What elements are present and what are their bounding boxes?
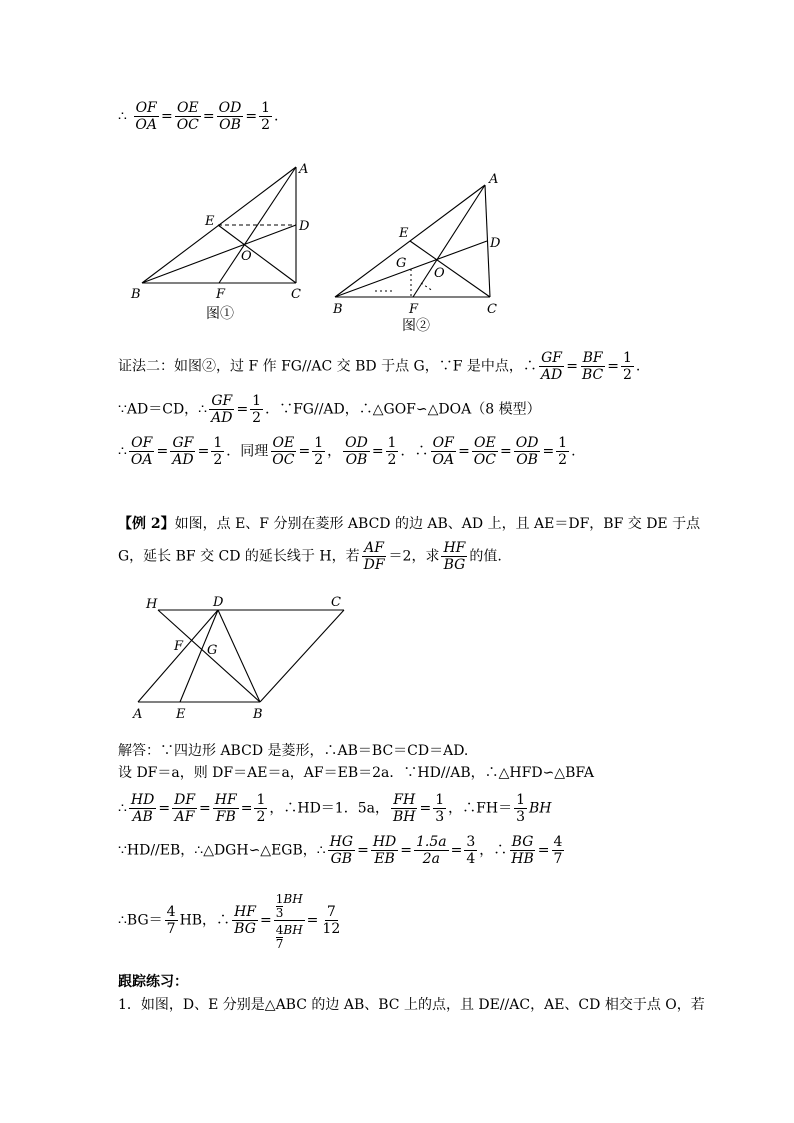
segment-bd [142, 225, 296, 283]
label-b: B [253, 707, 263, 722]
diagonal-db [218, 610, 260, 702]
fraction: $\frac{1}{2}$ [387, 435, 397, 468]
solution-line-3: ∴ $\frac{HD}{AB}$ = $\frac{DF}{AF}$ = $\frac{HF}{FB}$ = $\frac{1}{2}$ ，∴HD＝1．5a， $\frac{FH}{BH}$ = $\frac{1}{3}$ ，∴FH＝ $\frac{1}{3}$ BH [118, 792, 552, 825]
label-h: H [146, 597, 158, 612]
fraction: $\frac{BF}{BC}$ [581, 350, 604, 383]
fraction: $\frac{OE}{OC}$ [176, 100, 199, 133]
fraction: $\frac{AF}{DF}$ [363, 540, 385, 573]
label-d: D [490, 236, 501, 251]
label-o: O [434, 266, 445, 281]
practice-question-1: 1．如图，D、E 分别是△ABC 的边 AB、BC 上的点，且 DE//AC，AE、CD 相交于点 O，若 [118, 997, 705, 1013]
fraction: $\frac{OF}{OA}$ [130, 435, 153, 468]
fraction: $\frac{HD}{AB}$ [130, 792, 155, 825]
figure-2-caption: 图② [402, 318, 430, 334]
segment-ce [410, 241, 490, 297]
label-b: B [131, 287, 141, 302]
fraction: $\frac{1}{2}$ [622, 350, 632, 383]
fraction: $\frac{4}{7}$ [166, 904, 176, 937]
fraction: $\frac{OF}{OA}$ [432, 435, 455, 468]
label-g: G [207, 643, 218, 658]
fraction: $\frac{1}{3}$ [435, 792, 445, 825]
label-e: E [205, 214, 215, 229]
label-f: F [174, 639, 184, 654]
label-a: A [299, 162, 309, 177]
segment-ce [218, 225, 296, 283]
fraction: $\frac{GF}{AD}$ [211, 393, 233, 426]
fraction: $\frac{1}{2}$ [256, 792, 266, 825]
fraction: $\frac{1}{2}$ [252, 393, 262, 426]
fraction: $\frac{BG}{HB}$ [511, 834, 534, 867]
fraction: $\frac{HG}{GB}$ [329, 834, 354, 867]
fraction: $\frac{1.5a}{2a}$ [415, 834, 447, 867]
compound-fraction: $\frac{1}{3}$ BH $\frac{4}{7}$ BH [275, 892, 303, 951]
figure-3 [130, 590, 360, 730]
proof-2-line-3: ∴ $\frac{OF}{OA}$ = $\frac{GF}{AD}$ = $\frac{1}{2}$ ．同理 $\frac{OE}{OC}$ = $\frac{1}{2}$ ， $\frac{OD}{OB}$ = $\frac{1}{2}$ ．∴ $\frac{OF}{OA}$ = $\frac{OE}{OC}$ = $\frac{OD}{OB}$ = $\frac{1}{2}$ . [118, 435, 576, 468]
example-2-line-2: G，延长 BF 交 CD 的延长线于 H，若 $\frac{AF}{DF}$ ＝2，求 $\frac{HF}{BG}$ 的值. [118, 540, 502, 573]
fraction: $\frac{OD}{OB}$ [515, 435, 539, 468]
label-b: B [333, 302, 343, 317]
fraction: $\frac{1}{3}$ [516, 792, 525, 825]
fraction: $\frac{DF}{AF}$ [174, 792, 196, 825]
label-o: O [241, 249, 252, 264]
example-2-line-1: 【例 2】如图，点 E、F 分别在菱形 ABCD 的边 AB、AD 上，且 AE＝DF，BF 交 DE 于点 [118, 516, 701, 532]
fraction: $\frac{7}{12}$ [322, 904, 341, 937]
figure-2 [325, 165, 525, 340]
example-tag: 【例 2】 [118, 516, 175, 532]
label-c: C [331, 595, 341, 610]
side-ad [138, 610, 218, 702]
label-a: A [489, 172, 499, 187]
label-c: C [291, 287, 301, 302]
solution-line-4: ∵HD//EB，∴△DGH∽△EGB，∴ $\frac{HG}{GB}$ = $\frac{HD}{EB}$ = $\frac{1.5a}{2a}$ = $\frac{3}{4}$ ，∴ $\frac{BG}{HB}$ = $\frac{4}{7}$ [118, 834, 563, 867]
fraction: $\frac{OF}{OA}$ [135, 100, 157, 133]
fraction: $\frac{OE}{OC}$ [272, 435, 295, 468]
practice-title: 跟踪练习： [118, 974, 188, 990]
fraction: $\frac{3}{4}$ [466, 834, 476, 867]
figure-1-caption: 图① [206, 306, 234, 322]
proof-2-line-1: 证法二：如图②，过 F 作 FG//AC 交 BD 于点 G，∵F 是中点，∴ $\frac{GF}{AD}$ = $\frac{BF}{BC}$ = $\frac{1}{2}$ . [118, 350, 641, 383]
fraction: $\frac{OE}{OC}$ [473, 435, 496, 468]
solution-line-2: 设 DF＝a，则 DF＝AE＝a，AF＝EB＝2a．∵HD//AB，∴△HFD∽△BFA [118, 765, 594, 781]
fraction: $\frac{GF}{AD}$ [540, 350, 563, 383]
fraction: $\frac{OD}{OB}$ [218, 100, 242, 133]
proof-2-line-2: ∵AD＝CD，∴ $\frac{GF}{AD}$ = $\frac{1}{2}$ ．∵FG//AD，∴△GOF∽△DOA（8 模型） [118, 393, 541, 426]
fraction: $\frac{1}{2}$ [261, 100, 270, 133]
segment-af [413, 185, 485, 297]
fraction: $\frac{HF}{FB}$ [214, 792, 237, 825]
label-c: C [487, 302, 497, 317]
fraction: $\frac{1}{2}$ [213, 435, 223, 468]
therefore-symbol: ∴ [118, 108, 127, 125]
solution-line-1: 解答：∵四边形 ABCD 是菱形，∴AB＝BC＝CD＝AD. [118, 743, 469, 759]
label-d: D [213, 595, 224, 610]
label-e: E [399, 226, 409, 241]
side-bc [260, 610, 344, 702]
fraction: $\frac{HF}{BG}$ [443, 540, 466, 573]
label-e: E [176, 707, 186, 722]
label-g: G [396, 256, 407, 271]
fraction: $\frac{OD}{OB}$ [345, 435, 368, 468]
label-f: F [216, 287, 226, 302]
dotted-mark [421, 283, 433, 291]
label-f: F [409, 302, 419, 317]
fraction: $\frac{GF}{AD}$ [172, 435, 194, 468]
label-d: D [299, 219, 310, 234]
fraction: $\frac{FH}{BH}$ [392, 792, 416, 825]
solution-line-5: ∴BG＝ $\frac{4}{7}$ HB，∴ $\frac{HF}{BG}$ = $\frac{1}{3}$ BH $\frac{4}{7}$ BH = $\frac{7}{12}$ [118, 892, 341, 951]
fraction: $\frac{4}{7}$ [553, 834, 563, 867]
fraction: $\frac{HF}{BG}$ [234, 904, 256, 937]
fraction: $\frac{1}{2}$ [314, 435, 324, 468]
fraction: $\frac{1}{2}$ [558, 435, 568, 468]
label-a: A [133, 707, 143, 722]
figure-1 [120, 155, 330, 330]
top-ratio-equation: ∴ $\frac{OF}{OA}$ = $\frac{OE}{OC}$ = $\frac{OD}{OB}$ = $\frac{1}{2}$ . [118, 100, 279, 133]
fraction: $\frac{HD}{EB}$ [372, 834, 397, 867]
